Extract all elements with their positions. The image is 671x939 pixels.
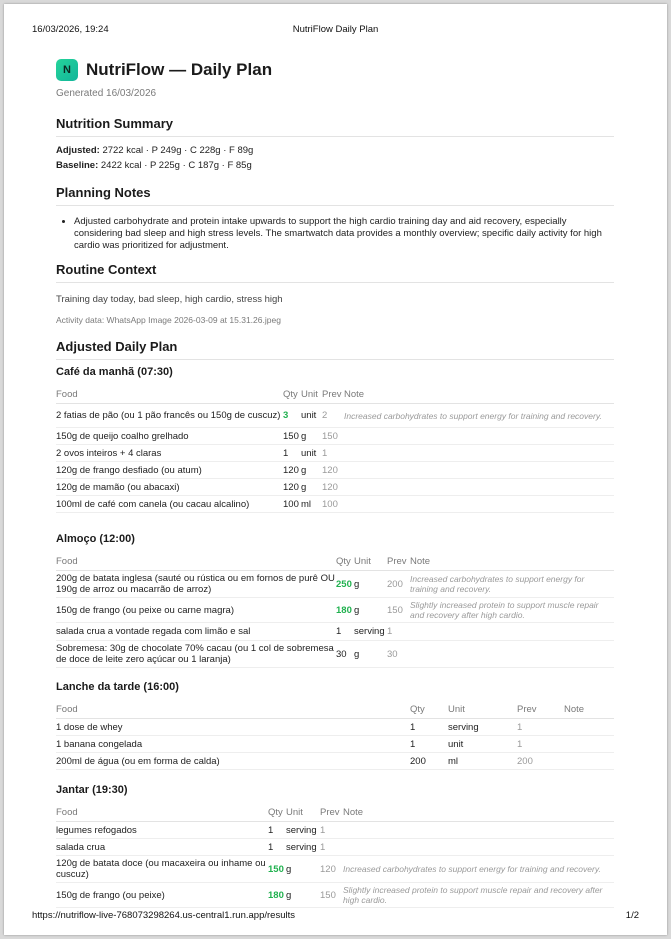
table-row [56, 719, 614, 736]
qty-cell: 200 [410, 753, 448, 770]
table-row [56, 428, 614, 445]
nutrition-summary-heading: Nutrition Summary [56, 116, 614, 137]
note-cell [564, 753, 614, 770]
table-row [56, 598, 614, 623]
food-cell: 2 ovos inteiros + 4 claras [56, 445, 283, 462]
qty-cell: 250 [336, 571, 354, 598]
unit-cell: g [354, 598, 387, 623]
print-timestamp: 16/03/2026, 19:24 [32, 24, 109, 35]
unit-cell: serving [448, 719, 517, 736]
note-cell [343, 839, 614, 856]
qty-cell: 150 [283, 428, 301, 445]
prev-cell: 1 [517, 719, 564, 736]
prev-cell: 200 [517, 753, 564, 770]
column-header-food: Food [56, 804, 268, 822]
unit-cell: unit [448, 736, 517, 753]
food-cell: 150g de queijo coalho grelhado [56, 428, 283, 445]
column-header-prev: Prev [517, 701, 564, 719]
prev-cell: 2 [322, 404, 344, 428]
planning-notes-list [56, 216, 614, 252]
unit-cell: serving [286, 839, 320, 856]
table-header-row [56, 701, 614, 719]
table-row [56, 883, 614, 908]
qty-cell: 120 [283, 462, 301, 479]
planning-notes-heading: Planning Notes [56, 185, 614, 206]
unit-cell: unit [301, 445, 322, 462]
column-header-note: Note [344, 386, 614, 404]
table-row [56, 479, 614, 496]
food-cell: 2 fatias de pão (ou 1 pão francês ou 150g de cuscuz) [56, 404, 283, 428]
adjusted-summary [56, 145, 614, 156]
table-row [56, 623, 614, 641]
column-header-prev: Prev [387, 553, 410, 571]
food-cell: 100ml de café com canela (ou cacau alcalino) [56, 496, 283, 513]
prev-cell: 120 [320, 856, 343, 883]
routine-context-section [56, 262, 614, 325]
meal-section-lunch [56, 533, 614, 668]
table-row [56, 445, 614, 462]
meal-title: Café da manhã (07:30) [56, 366, 173, 378]
table-header-row [56, 804, 614, 822]
note-cell [564, 736, 614, 753]
baseline-summary [56, 160, 614, 171]
food-cell: salada crua [56, 839, 268, 856]
unit-cell: serving [354, 623, 387, 641]
table-row [56, 736, 614, 753]
column-header-prev: Prev [320, 804, 343, 822]
table-row [56, 496, 614, 513]
planning-note-item: • Adjusted carbohydrate and protein intake upwards to support the high cardio training day and aid recovery, especially considering bad sleep and high stress levels. The smartwatch data provides a monthly overview; specific daily activity for high cardio was prioritized for adjustment. [74, 216, 614, 252]
column-header-qty: Qty [410, 701, 448, 719]
note-cell [410, 641, 614, 668]
unit-cell: g [301, 428, 322, 445]
prev-cell: 1 [322, 445, 344, 462]
qty-cell: 1 [283, 445, 301, 462]
table-row [56, 839, 614, 856]
unit-cell: ml [448, 753, 517, 770]
prev-cell: 150 [320, 883, 343, 908]
column-header-note: Note [564, 701, 614, 719]
meal-table [56, 701, 614, 770]
note-cell: Increased carbohydrates to support energy for training and recovery. [344, 404, 614, 428]
unit-cell: g [286, 883, 320, 908]
page-title: NutriFlow — Daily Plan [86, 60, 273, 79]
column-header-qty: Qty [283, 386, 301, 404]
nutrition-summary-section [56, 116, 614, 171]
prev-cell: 200 [387, 571, 410, 598]
adjusted-label: Adjusted: [56, 145, 100, 156]
meal-title: Jantar (19:30) [56, 784, 128, 796]
activity-data-source: Activity data: WhatsApp Image 2026-03-09 at 15.31.26.jpeg [56, 315, 281, 325]
table-row [56, 404, 614, 428]
note-cell: Increased carbohydrates to support energy for training and recovery. [410, 571, 614, 598]
page-number: 1/2 [625, 910, 639, 921]
meal-section-breakfast [56, 366, 614, 513]
meal-table [56, 804, 614, 908]
food-cell: 150g de frango (ou peixe) [56, 883, 268, 908]
table-header-row [56, 553, 614, 571]
unit-cell: g [354, 571, 387, 598]
food-cell: 120g de mamão (ou abacaxi) [56, 479, 283, 496]
column-header-note: Note [410, 553, 614, 571]
prev-cell: 120 [322, 479, 344, 496]
nutriflow-logo-icon: N [56, 59, 78, 81]
table-row [56, 571, 614, 598]
unit-cell: g [286, 856, 320, 883]
table-row [56, 753, 614, 770]
unit-cell: g [301, 479, 322, 496]
note-cell: Slightly increased protein to support muscle repair and recovery after high cardio. [410, 598, 614, 623]
report-header [56, 58, 614, 99]
note-cell: Increased carbohydrates to support energy for training and recovery. [343, 856, 614, 883]
food-cell: 150g de frango (ou peixe ou carne magra) [56, 598, 336, 623]
note-cell [344, 462, 614, 479]
prev-cell: 1 [517, 736, 564, 753]
note-cell [343, 822, 614, 839]
column-header-food: Food [56, 701, 410, 719]
prev-cell: 1 [320, 839, 343, 856]
food-cell: salada crua a vontade regada com limão e sal [56, 623, 336, 641]
unit-cell: g [354, 641, 387, 668]
column-header-qty: Qty [336, 553, 354, 571]
column-header-unit: Unit [301, 386, 322, 404]
adjusted-value: 2722 kcal · P 249g · C 228g · F 89g [102, 145, 254, 156]
qty-cell: 180 [336, 598, 354, 623]
food-cell: 200ml de água (ou em forma de calda) [56, 753, 410, 770]
food-cell: 120g de frango desfiado (ou atum) [56, 462, 283, 479]
food-cell: 200g de batata inglesa (sauté ou rústica ou em fornos de purê OU 190g de arroz ou macarrão de arroz) [56, 571, 336, 598]
note-cell [564, 719, 614, 736]
qty-cell: 1 [268, 822, 286, 839]
qty-cell: 100 [283, 496, 301, 513]
meal-title: Lanche da tarde (16:00) [56, 681, 179, 693]
qty-cell: 3 [283, 404, 301, 428]
adjusted-plan-heading: Adjusted Daily Plan [56, 339, 614, 360]
generated-date: Generated 16/03/2026 [56, 88, 157, 99]
qty-cell: 30 [336, 641, 354, 668]
planning-notes-section [56, 185, 614, 252]
page-url: https://nutriflow-live-768073298264.us-central1.run.app/results [32, 910, 295, 921]
baseline-value: 2422 kcal · P 225g · C 187g · F 85g [100, 160, 252, 171]
meal-section-afternoon-snack [56, 681, 614, 770]
prev-cell: 1 [320, 822, 343, 839]
qty-cell: 1 [410, 719, 448, 736]
column-header-food: Food [56, 553, 336, 571]
prev-cell: 30 [387, 641, 410, 668]
table-row [56, 641, 614, 668]
qty-cell: 1 [268, 839, 286, 856]
baseline-label: Baseline: [56, 160, 99, 171]
meal-section-dinner [56, 784, 614, 908]
qty-cell: 1 [336, 623, 354, 641]
note-cell [344, 496, 614, 513]
food-cell: Sobremesa: 30g de chocolate 70% cacau (ou 1 col de sobremesa de doce de leite zero açúcar ou 1 laranja) [56, 641, 336, 668]
food-cell: legumes refogados [56, 822, 268, 839]
prev-cell: 100 [322, 496, 344, 513]
note-cell [344, 428, 614, 445]
prev-cell: 150 [322, 428, 344, 445]
food-cell: 120g de batata doce (ou macaxeira ou inhame ou cuscuz) [56, 856, 268, 883]
food-cell: 1 banana congelada [56, 736, 410, 753]
column-header-unit: Unit [448, 701, 517, 719]
note-cell [344, 445, 614, 462]
table-row [56, 822, 614, 839]
prev-cell: 120 [322, 462, 344, 479]
print-title: NutriFlow Daily Plan [292, 24, 379, 35]
column-header-food: Food [56, 386, 283, 404]
column-header-unit: Unit [354, 553, 387, 571]
column-header-prev: Prev [322, 386, 344, 404]
table-row [56, 462, 614, 479]
column-header-unit: Unit [286, 804, 320, 822]
prev-cell: 150 [387, 598, 410, 623]
prev-cell: 1 [387, 623, 410, 641]
meal-table [56, 553, 614, 668]
note-cell [344, 479, 614, 496]
unit-cell: g [301, 462, 322, 479]
meal-title: Almoço (12:00) [56, 533, 135, 545]
food-cell: 1 dose de whey [56, 719, 410, 736]
print-page [4, 4, 667, 935]
routine-context-heading: Routine Context [56, 262, 614, 283]
unit-cell: ml [301, 496, 322, 513]
unit-cell: serving [286, 822, 320, 839]
routine-context-text: Training day today, bad sleep, high cardio, stress high [56, 294, 283, 305]
table-row [56, 856, 614, 883]
unit-cell: unit [301, 404, 322, 428]
adjusted-plan-section [56, 339, 614, 360]
note-cell: Slightly increased protein to support muscle repair and recovery after high cardio. [343, 883, 614, 908]
qty-cell: 1 [410, 736, 448, 753]
table-header-row [56, 386, 614, 404]
note-cell [410, 623, 614, 641]
column-header-qty: Qty [268, 804, 286, 822]
qty-cell: 150 [268, 856, 286, 883]
meal-table [56, 386, 614, 513]
qty-cell: 120 [283, 479, 301, 496]
column-header-note: Note [343, 804, 614, 822]
qty-cell: 180 [268, 883, 286, 908]
